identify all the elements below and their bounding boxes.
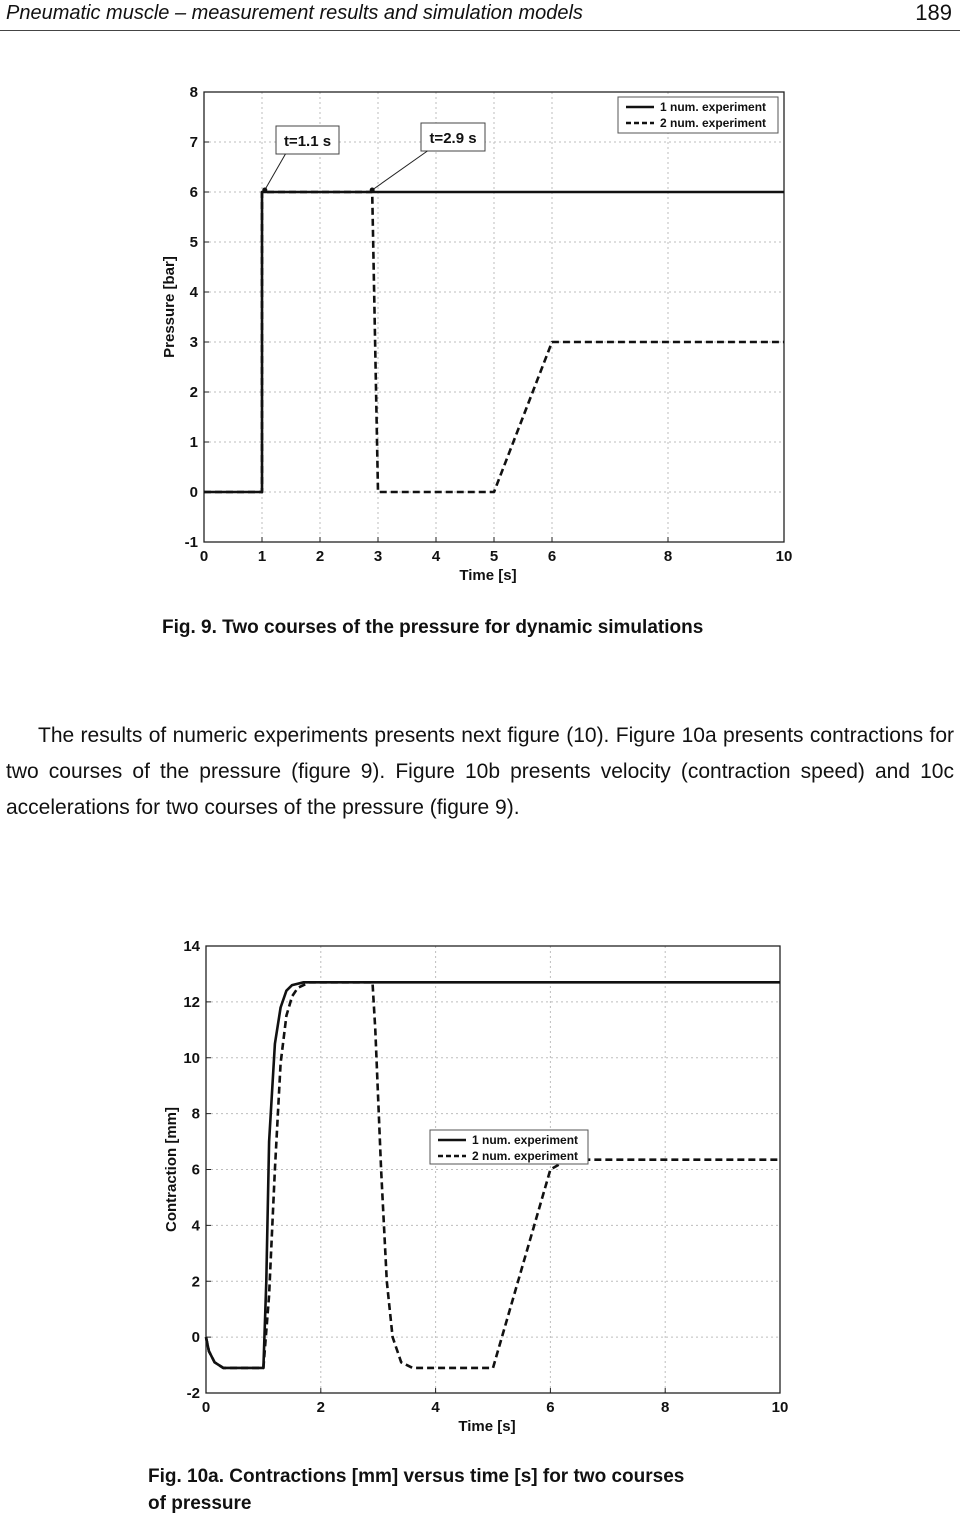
x-tick-label: 2 bbox=[316, 1399, 325, 1416]
legend-entry-1: 1 num. experiment bbox=[660, 100, 767, 114]
y-tick-label: 3 bbox=[189, 334, 198, 351]
x-tick-label: 10 bbox=[775, 548, 793, 565]
x-tick-label: 4 bbox=[431, 548, 441, 565]
legend-entry-2: 2 num. experiment bbox=[472, 1149, 579, 1163]
y-tick-label: 2 bbox=[189, 384, 198, 401]
annotation-arrowhead bbox=[370, 188, 375, 193]
y-tick-label: 0 bbox=[191, 1329, 200, 1347]
x-tick-label: 6 bbox=[546, 1399, 555, 1416]
y-axis-label: Contraction [mm] bbox=[163, 1107, 180, 1232]
y-tick-label: -2 bbox=[186, 1385, 200, 1402]
contraction-chart bbox=[0, 930, 960, 1435]
x-tick-label: 3 bbox=[373, 548, 383, 565]
y-tick-label: -1 bbox=[184, 534, 198, 551]
annotation-arrow bbox=[372, 151, 427, 190]
y-tick-label: 10 bbox=[183, 1049, 200, 1067]
x-tick-label: 8 bbox=[663, 548, 673, 565]
y-tick-label: 2 bbox=[191, 1273, 200, 1291]
x-axis-label: Time [s] bbox=[459, 567, 517, 584]
annotation-arrowhead bbox=[262, 188, 267, 193]
x-tick-label: 4 bbox=[431, 1399, 440, 1416]
y-tick-label: 8 bbox=[189, 84, 198, 101]
grid bbox=[206, 946, 780, 1393]
pressure-chart bbox=[0, 0, 960, 600]
series-line-2 bbox=[206, 982, 780, 1368]
annotation-label: t=1.1 s bbox=[283, 133, 332, 150]
annotation-arrow bbox=[265, 154, 286, 190]
y-tick-label: 0 bbox=[189, 484, 198, 501]
x-axis-label: Time [s] bbox=[458, 1418, 516, 1435]
annotation-label: t=2.9 s bbox=[429, 130, 477, 147]
legend bbox=[430, 1130, 588, 1164]
series-line-1 bbox=[206, 982, 780, 1368]
y-tick-label: 6 bbox=[191, 1161, 200, 1179]
x-tick-label: 6 bbox=[547, 548, 557, 565]
grid bbox=[204, 92, 784, 542]
fig10a-caption-line2: of pressure bbox=[148, 1493, 252, 1514]
y-tick-label: 14 bbox=[183, 938, 200, 955]
legend-entry-2: 2 num. experiment bbox=[660, 116, 767, 130]
fig9-caption: Fig. 9. Two courses of the pressure for dynamic simulations bbox=[162, 617, 704, 638]
y-tick-label: 8 bbox=[191, 1105, 200, 1123]
x-tick-label: 10 bbox=[771, 1399, 789, 1416]
body-paragraph bbox=[6, 718, 954, 826]
x-tick-label: 8 bbox=[661, 1399, 670, 1416]
y-tick-label: 1 bbox=[189, 434, 198, 451]
y-tick-label: 5 bbox=[189, 234, 198, 251]
running-title: Pneumatic muscle – measurement results and simulation models bbox=[6, 2, 583, 24]
x-tick-label: 2 bbox=[315, 548, 325, 565]
x-tick-label: 0 bbox=[201, 1399, 211, 1416]
legend-entry-1: 1 num. experiment bbox=[472, 1133, 579, 1147]
y-tick-label: 6 bbox=[189, 184, 198, 201]
fig10a-caption-line1: Fig. 10a. Contractions [mm] versus time [s] for two courses bbox=[148, 1466, 685, 1487]
y-tick-label: 7 bbox=[189, 134, 198, 151]
legend bbox=[618, 97, 778, 133]
x-tick-label: 5 bbox=[489, 548, 499, 565]
y-tick-label: 4 bbox=[189, 284, 198, 301]
y-tick-label: 4 bbox=[191, 1217, 200, 1235]
x-tick-label: 0 bbox=[199, 548, 209, 565]
x-tick-label: 1 bbox=[257, 548, 267, 565]
page-number: 189 bbox=[915, 0, 952, 25]
body-paragraph-text: The results of numeric experiments presents next figure (10). Figure 10a presents contractions for two courses of the pressure (figure 9). Figure 10b presents velocity (contraction speed) and 10c accelerations for two courses of the pressure (figure 9). bbox=[6, 724, 954, 819]
y-axis-label: Pressure [bar] bbox=[161, 256, 178, 358]
y-tick-label: 12 bbox=[183, 993, 200, 1011]
